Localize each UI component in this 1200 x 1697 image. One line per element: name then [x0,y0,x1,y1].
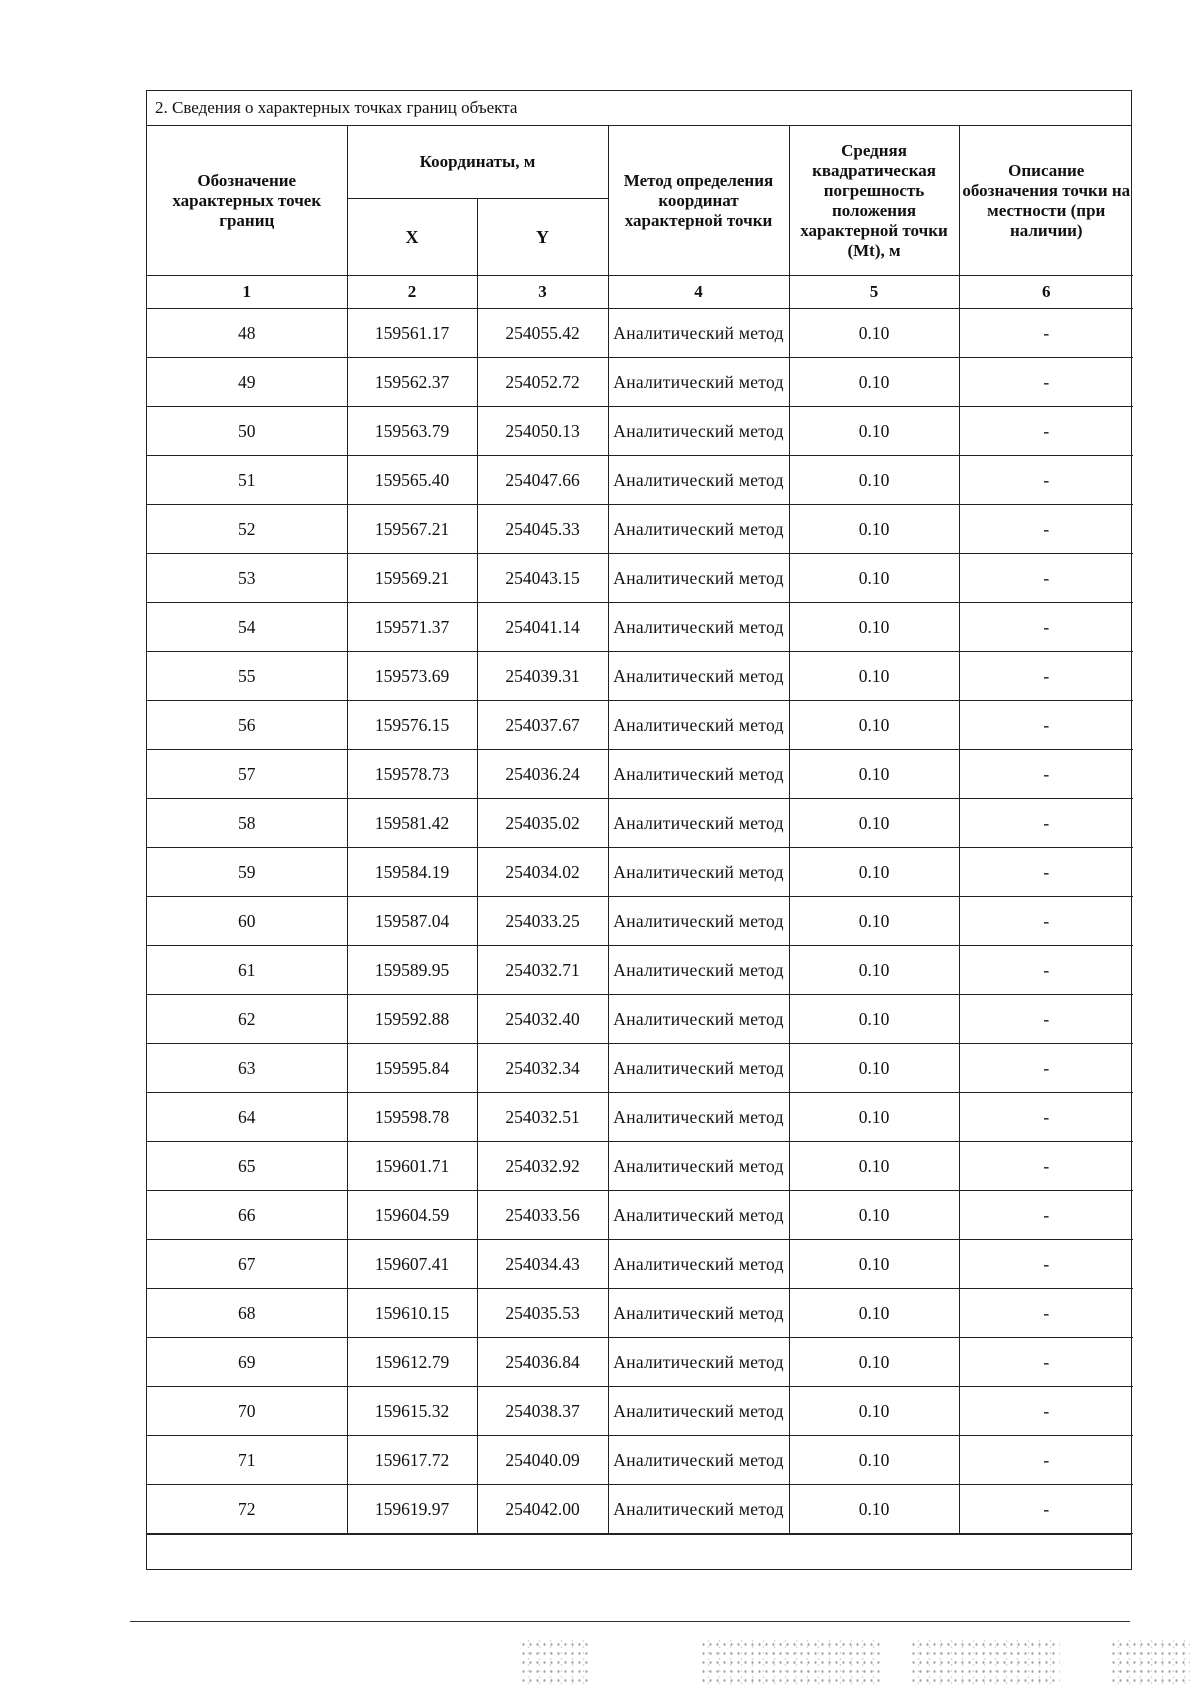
scan-noise [520,1640,590,1688]
table-footer-blank [147,1534,1131,1569]
cell-method: Аналитический метод [608,309,789,358]
scan-noise [910,1640,1060,1688]
table-row [147,848,1133,897]
cell-error: 0.10 [789,750,959,799]
cell-x-coordinate: 159584.19 [347,848,477,897]
cell-description: - [959,897,1133,946]
cell-description: - [959,799,1133,848]
column-number-row [147,276,1133,309]
table-row [147,1387,1133,1436]
cell-y-coordinate: 254039.31 [477,652,608,701]
cell-description: - [959,995,1133,1044]
cell-method: Аналитический метод [608,1338,789,1387]
header-error: Средняя квадратическая погрешность положения характерной точки (Mt), м [789,126,959,276]
table-row [147,505,1133,554]
cell-x-coordinate: 159619.97 [347,1485,477,1534]
cell-y-coordinate: 254032.92 [477,1142,608,1191]
cell-method: Аналитический метод [608,1387,789,1436]
cell-y-coordinate: 254035.02 [477,799,608,848]
cell-error: 0.10 [789,407,959,456]
cell-description: - [959,1436,1133,1485]
table-row [147,750,1133,799]
cell-error: 0.10 [789,1338,959,1387]
cell-method: Аналитический метод [608,1436,789,1485]
column-number: 3 [477,276,608,309]
points-table-body [147,309,1133,1534]
cell-y-coordinate: 254036.24 [477,750,608,799]
cell-method: Аналитический метод [608,1289,789,1338]
cell-y-coordinate: 254035.53 [477,1289,608,1338]
header-y: Y [477,199,608,276]
cell-point-number: 57 [147,750,347,799]
cell-y-coordinate: 254042.00 [477,1485,608,1534]
cell-error: 0.10 [789,1093,959,1142]
cell-method: Аналитический метод [608,1240,789,1289]
cell-point-number: 59 [147,848,347,897]
cell-description: - [959,652,1133,701]
header-point-label: Обозначение характерных точек границ [147,126,347,276]
cell-point-number: 54 [147,603,347,652]
cell-description: - [959,1240,1133,1289]
cell-x-coordinate: 159563.79 [347,407,477,456]
cell-method: Аналитический метод [608,1142,789,1191]
cell-method: Аналитический метод [608,1485,789,1534]
cell-point-number: 49 [147,358,347,407]
cell-description: - [959,848,1133,897]
cell-description: - [959,1191,1133,1240]
cell-y-coordinate: 254033.56 [477,1191,608,1240]
cell-y-coordinate: 254034.02 [477,848,608,897]
cell-point-number: 65 [147,1142,347,1191]
cell-y-coordinate: 254041.14 [477,603,608,652]
cell-description: - [959,1142,1133,1191]
cell-x-coordinate: 159561.17 [347,309,477,358]
cell-error: 0.10 [789,848,959,897]
cell-y-coordinate: 254032.34 [477,1044,608,1093]
cell-x-coordinate: 159617.72 [347,1436,477,1485]
cell-y-coordinate: 254040.09 [477,1436,608,1485]
column-number: 2 [347,276,477,309]
cell-method: Аналитический метод [608,701,789,750]
section-title: 2. Сведения о характерных точках границ объекта [147,91,1131,126]
cell-error: 0.10 [789,1485,959,1534]
cell-point-number: 52 [147,505,347,554]
cell-point-number: 60 [147,897,347,946]
cell-x-coordinate: 159604.59 [347,1191,477,1240]
table-row [147,358,1133,407]
column-number: 5 [789,276,959,309]
cell-x-coordinate: 159592.88 [347,995,477,1044]
cell-y-coordinate: 254032.40 [477,995,608,1044]
cell-x-coordinate: 159601.71 [347,1142,477,1191]
table-row [147,652,1133,701]
cell-error: 0.10 [789,505,959,554]
cell-point-number: 64 [147,1093,347,1142]
cell-error: 0.10 [789,1289,959,1338]
cell-y-coordinate: 254036.84 [477,1338,608,1387]
cell-point-number: 62 [147,995,347,1044]
cell-error: 0.10 [789,1044,959,1093]
cell-point-number: 50 [147,407,347,456]
cell-y-coordinate: 254043.15 [477,554,608,603]
cell-method: Аналитический метод [608,995,789,1044]
cell-point-number: 69 [147,1338,347,1387]
cell-x-coordinate: 159578.73 [347,750,477,799]
cell-error: 0.10 [789,995,959,1044]
cell-x-coordinate: 159567.21 [347,505,477,554]
cell-point-number: 55 [147,652,347,701]
header-coordinates: Координаты, м [347,126,608,199]
scan-noise [700,1640,880,1688]
cell-error: 0.10 [789,1240,959,1289]
cell-error: 0.10 [789,309,959,358]
cell-x-coordinate: 159589.95 [347,946,477,995]
cell-description: - [959,946,1133,995]
table-row [147,603,1133,652]
cell-y-coordinate: 254047.66 [477,456,608,505]
column-number: 1 [147,276,347,309]
cell-x-coordinate: 159576.15 [347,701,477,750]
cell-error: 0.10 [789,652,959,701]
header-x: X [347,199,477,276]
table-row [147,1240,1133,1289]
cell-x-coordinate: 159569.21 [347,554,477,603]
cell-method: Аналитический метод [608,946,789,995]
cell-description: - [959,1485,1133,1534]
column-number: 4 [608,276,789,309]
cell-error: 0.10 [789,701,959,750]
cell-y-coordinate: 254032.51 [477,1093,608,1142]
cell-method: Аналитический метод [608,554,789,603]
cell-method: Аналитический метод [608,897,789,946]
cell-error: 0.10 [789,358,959,407]
cell-error: 0.10 [789,1436,959,1485]
cell-method: Аналитический метод [608,848,789,897]
table-row [147,1338,1133,1387]
table-row [147,1044,1133,1093]
header-method: Метод определения координат характерной точки [608,126,789,276]
cell-method: Аналитический метод [608,505,789,554]
cell-point-number: 71 [147,1436,347,1485]
cell-x-coordinate: 159573.69 [347,652,477,701]
cell-error: 0.10 [789,1191,959,1240]
table-row [147,799,1133,848]
boundary-points-section [146,90,1132,1570]
table-row [147,1093,1133,1142]
cell-error: 0.10 [789,554,959,603]
cell-x-coordinate: 159595.84 [347,1044,477,1093]
cell-method: Аналитический метод [608,750,789,799]
cell-point-number: 51 [147,456,347,505]
cell-point-number: 70 [147,1387,347,1436]
cell-y-coordinate: 254055.42 [477,309,608,358]
table-row [147,1142,1133,1191]
cell-description: - [959,603,1133,652]
cell-description: - [959,1289,1133,1338]
boundary-points-table [147,126,1133,1534]
table-row [147,701,1133,750]
table-row [147,1436,1133,1485]
cell-description: - [959,358,1133,407]
cell-y-coordinate: 254034.43 [477,1240,608,1289]
scan-noise [1110,1640,1190,1688]
cell-y-coordinate: 254050.13 [477,407,608,456]
page-bottom-rule [130,1621,1130,1622]
cell-point-number: 66 [147,1191,347,1240]
cell-point-number: 53 [147,554,347,603]
cell-description: - [959,750,1133,799]
cell-method: Аналитический метод [608,1044,789,1093]
cell-method: Аналитический метод [608,456,789,505]
table-row [147,1191,1133,1240]
cell-description: - [959,456,1133,505]
cell-x-coordinate: 159598.78 [347,1093,477,1142]
cell-description: - [959,1044,1133,1093]
cell-description: - [959,407,1133,456]
cell-description: - [959,554,1133,603]
table-row [147,309,1133,358]
cell-method: Аналитический метод [608,603,789,652]
cell-error: 0.10 [789,1142,959,1191]
table-row [147,946,1133,995]
cell-x-coordinate: 159610.15 [347,1289,477,1338]
cell-method: Аналитический метод [608,1191,789,1240]
cell-y-coordinate: 254038.37 [477,1387,608,1436]
cell-y-coordinate: 254052.72 [477,358,608,407]
cell-error: 0.10 [789,897,959,946]
cell-point-number: 63 [147,1044,347,1093]
cell-error: 0.10 [789,1387,959,1436]
cell-description: - [959,701,1133,750]
cell-description: - [959,505,1133,554]
header-description: Описание обозначения точки на местности (при наличии) [959,126,1133,276]
cell-point-number: 56 [147,701,347,750]
table-row [147,897,1133,946]
cell-error: 0.10 [789,799,959,848]
cell-x-coordinate: 159571.37 [347,603,477,652]
table-row [147,407,1133,456]
cell-method: Аналитический метод [608,358,789,407]
table-row [147,1289,1133,1338]
cell-point-number: 58 [147,799,347,848]
cell-x-coordinate: 159615.32 [347,1387,477,1436]
cell-point-number: 48 [147,309,347,358]
cell-error: 0.10 [789,946,959,995]
cell-y-coordinate: 254032.71 [477,946,608,995]
cell-x-coordinate: 159607.41 [347,1240,477,1289]
cell-point-number: 68 [147,1289,347,1338]
cell-error: 0.10 [789,603,959,652]
cell-description: - [959,1093,1133,1142]
cell-description: - [959,309,1133,358]
table-row [147,995,1133,1044]
table-row [147,456,1133,505]
cell-y-coordinate: 254033.25 [477,897,608,946]
table-row [147,554,1133,603]
cell-y-coordinate: 254045.33 [477,505,608,554]
cell-point-number: 72 [147,1485,347,1534]
cell-description: - [959,1338,1133,1387]
cell-description: - [959,1387,1133,1436]
cell-error: 0.10 [789,456,959,505]
cell-x-coordinate: 159587.04 [347,897,477,946]
cell-method: Аналитический метод [608,1093,789,1142]
cell-y-coordinate: 254037.67 [477,701,608,750]
column-number: 6 [959,276,1133,309]
cell-x-coordinate: 159612.79 [347,1338,477,1387]
cell-x-coordinate: 159581.42 [347,799,477,848]
cell-method: Аналитический метод [608,652,789,701]
table-row [147,1485,1133,1534]
cell-method: Аналитический метод [608,799,789,848]
cell-x-coordinate: 159562.37 [347,358,477,407]
cell-point-number: 67 [147,1240,347,1289]
cell-x-coordinate: 159565.40 [347,456,477,505]
cell-method: Аналитический метод [608,407,789,456]
cell-point-number: 61 [147,946,347,995]
